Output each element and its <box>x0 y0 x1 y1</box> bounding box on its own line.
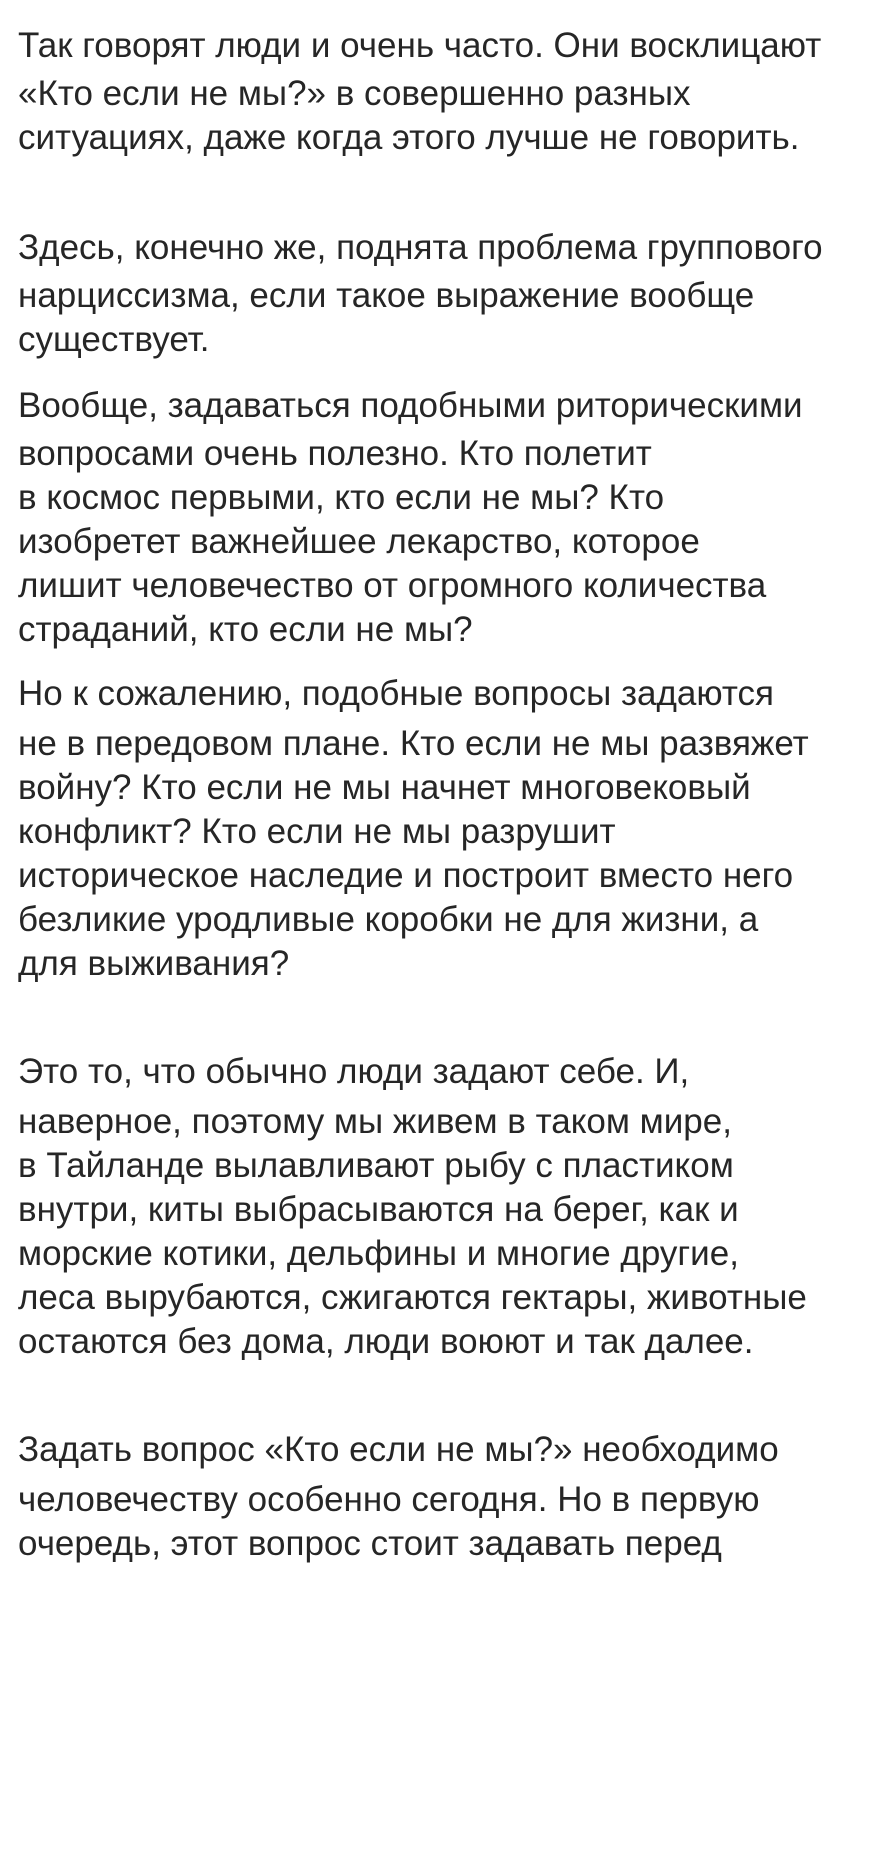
text-line: конфликт? Кто если не мы разрушит <box>18 812 616 851</box>
text-line: остаются без дома, люди воюют и так далее. <box>18 1322 754 1361</box>
text-line: ситуациях, даже когда этого лучше не говорить. <box>18 118 800 157</box>
text-line: Здесь, конечно же, поднята проблема группового <box>18 228 823 267</box>
text-line: лишит человечество от огромного количества <box>18 566 767 605</box>
text-line: «Кто если не мы?» в совершенно разных <box>18 74 691 113</box>
text-line: в Тайланде вылавливают рыбу с пластиком <box>18 1146 734 1185</box>
text-line: страданий, кто если не мы? <box>18 610 473 649</box>
text-line: войну? Кто если не мы начнет многовековый <box>18 768 751 807</box>
text-line: Вообще, задаваться подобными риторическими <box>18 386 803 425</box>
text-line: в космос первыми, кто если не мы? Кто <box>18 478 665 517</box>
text-line: нарциссизма, если такое выражение вообще <box>18 276 755 315</box>
text-line: очередь, этот вопрос стоит задавать перед <box>18 1524 722 1563</box>
text-line: Но к сожалению, подобные вопросы задаются <box>18 674 774 713</box>
text-line: не в передовом плане. Кто если не мы развяжет <box>18 724 809 763</box>
text-line: безликие уродливые коробки не для жизни, а <box>18 900 759 939</box>
text-line: Так говорят люди и очень часто. Они восклицают <box>18 26 822 65</box>
text-line: леса вырубаются, сжигаются гектары, животные <box>18 1278 807 1317</box>
text-line: изобретет важнейшее лекарство, которое <box>18 522 700 561</box>
text-line: внутри, киты выбрасываются на берег, как и <box>18 1190 739 1229</box>
text-line: Задать вопрос «Кто если не мы?» необходимо <box>18 1430 779 1469</box>
text-line: историческое наследие и построит вместо него <box>18 856 794 895</box>
text-line: существует. <box>18 320 210 359</box>
text-line: морские котики, дельфины и многие другие, <box>18 1234 739 1273</box>
text-line: для выживания? <box>18 944 290 983</box>
text-line: человечеству особенно сегодня. Но в первую <box>18 1480 760 1519</box>
text-line: наверное, поэтому мы живем в таком мире, <box>18 1102 732 1141</box>
text-line: Это то, что обычно люди задают себе. И, <box>18 1052 690 1091</box>
text-line: вопросами очень полезно. Кто полетит <box>18 434 652 473</box>
